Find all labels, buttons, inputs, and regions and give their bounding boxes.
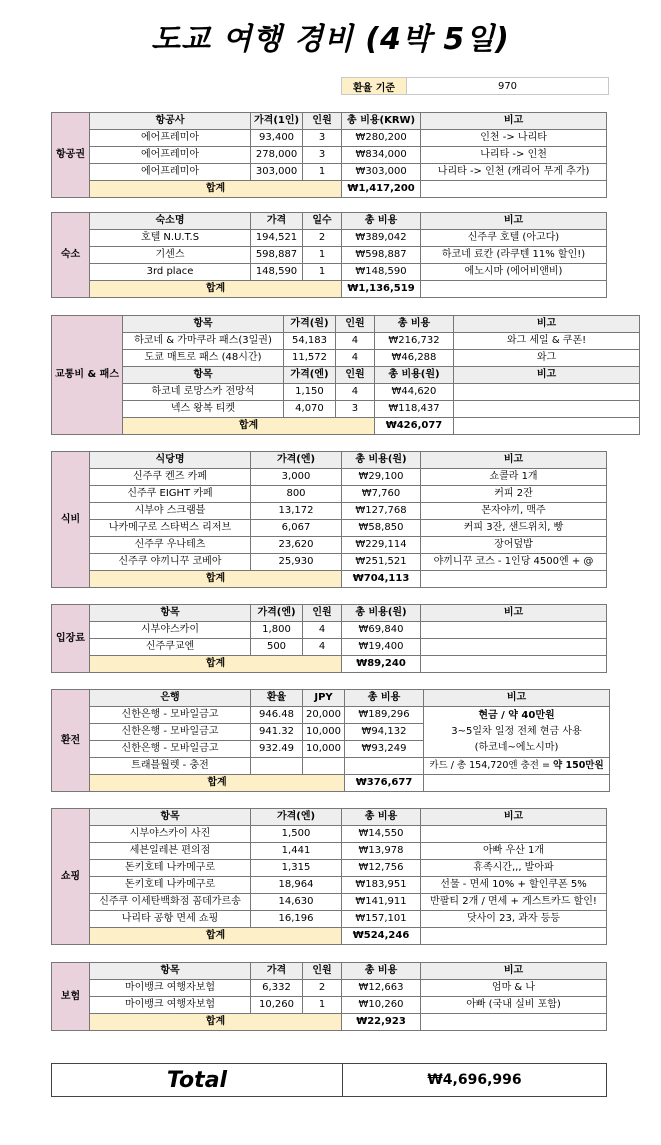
table-cell: 20,000 xyxy=(303,707,345,724)
table-cell: 10,260 xyxy=(251,997,303,1014)
table-cell: 신주쿠 EIGHT 카페 xyxy=(90,486,251,503)
column-header: 숙소명 xyxy=(90,213,251,230)
total-value: ₩22,923 xyxy=(342,1014,421,1031)
table-cell: 신주쿠 야끼니꾸 코베아 xyxy=(90,554,251,571)
table-cell: 에어프레미아 xyxy=(90,147,251,164)
table-cell: 기센스 xyxy=(90,247,251,264)
table-cell: 아빠 (국내 실비 포함) xyxy=(421,997,607,1014)
table-cell: 278,000 xyxy=(251,147,303,164)
table-cell: 돈키호테 나카메구로 xyxy=(90,860,251,877)
table-row xyxy=(52,997,607,1014)
table-cell: 1,441 xyxy=(251,843,342,860)
column-header: 가격(엔) xyxy=(251,605,303,622)
table-row xyxy=(52,860,607,877)
table-cell: 1,800 xyxy=(251,622,303,639)
table-cell: ₩157,101 xyxy=(342,911,421,928)
column-header: 항목 xyxy=(90,605,251,622)
table-cell: 14,630 xyxy=(251,894,342,911)
admission-table xyxy=(51,604,607,673)
table-row xyxy=(52,537,607,554)
accommodation-table xyxy=(51,212,607,298)
total-value: ₩426,077 xyxy=(374,418,453,435)
table-cell: 194,521 xyxy=(251,230,303,247)
table-cell: ₩12,663 xyxy=(342,980,421,997)
table-cell: 148,590 xyxy=(251,264,303,281)
table-cell: 303,000 xyxy=(251,164,303,181)
table-cell: 장어덮밥 xyxy=(421,537,607,554)
table-row xyxy=(52,230,607,247)
table-cell: 나카메구로 스타벅스 리저브 xyxy=(90,520,251,537)
table-cell: 54,183 xyxy=(283,333,335,350)
category-label: 항공권 xyxy=(52,113,90,198)
total-label: 합계 xyxy=(90,775,345,792)
table-row xyxy=(52,639,607,656)
table-cell: 3 xyxy=(303,147,342,164)
table-cell: ₩598,887 xyxy=(342,247,421,264)
table-cell: ₩94,132 xyxy=(345,724,424,741)
category-label: 숙소 xyxy=(52,213,90,298)
cash-note xyxy=(424,707,610,758)
table-cell: 6,067 xyxy=(251,520,342,537)
table-cell: ₩10,260 xyxy=(342,997,421,1014)
total-label: 합계 xyxy=(90,656,342,673)
table-cell: 93,400 xyxy=(251,130,303,147)
table-cell: 1,315 xyxy=(251,860,342,877)
table-cell: 커피 2잔 xyxy=(421,486,607,503)
table-cell: ₩19,400 xyxy=(342,639,421,656)
transport-table xyxy=(51,315,640,435)
table-row xyxy=(52,758,610,775)
table-cell: 나리타 -> 인천 (캐리어 무게 추가) xyxy=(421,164,607,181)
total-label: 합계 xyxy=(90,571,342,588)
table-cell xyxy=(453,384,639,401)
table-cell: 와그 xyxy=(453,350,639,367)
table-cell: 946.48 xyxy=(251,707,303,724)
shopping-table xyxy=(51,808,607,945)
table-cell: 시부야 스크램블 xyxy=(90,503,251,520)
exchange-table xyxy=(51,689,610,792)
table-cell: ₩216,732 xyxy=(374,333,453,350)
category-label: 쇼핑 xyxy=(52,809,90,945)
column-header: 총 비용 xyxy=(342,809,421,826)
table-cell: 4 xyxy=(303,622,342,639)
total-value: ₩376,677 xyxy=(345,775,424,792)
table-cell: 1 xyxy=(303,264,342,281)
table-cell: 신한은행 - 모바일금고 xyxy=(90,741,251,758)
table-cell: 16,196 xyxy=(251,911,342,928)
table-cell: 휴족시간,,, 발아파 xyxy=(421,860,607,877)
grand-total-box xyxy=(51,1063,607,1097)
category-label: 보험 xyxy=(52,963,90,1031)
table-cell: ₩834,000 xyxy=(342,147,421,164)
cash-note-line: 3~5일차 일정 전체 현금 사용 xyxy=(451,726,582,737)
total-label: 합계 xyxy=(90,281,342,298)
page-title: 도교 여행 경비 (4박 5일) xyxy=(151,22,510,57)
table-cell xyxy=(421,639,607,656)
column-header: 비고 xyxy=(421,605,607,622)
exchange-rate-value: 970 xyxy=(407,78,609,95)
table-row xyxy=(52,264,607,281)
table-cell: 2 xyxy=(303,980,342,997)
table-cell: ₩229,114 xyxy=(342,537,421,554)
column-header: 가격(원) xyxy=(283,316,335,333)
flight-table xyxy=(51,112,607,198)
table-cell: ₩69,840 xyxy=(342,622,421,639)
total-label: 합계 xyxy=(90,181,342,198)
column-header: 항목 xyxy=(122,316,283,333)
card-note xyxy=(424,758,610,775)
column-header: 비고 xyxy=(421,963,607,980)
table-row xyxy=(52,401,640,418)
table-cell: 4 xyxy=(335,384,374,401)
table-cell: 23,620 xyxy=(251,537,342,554)
table-cell: ₩189,296 xyxy=(345,707,424,724)
column-header: 항목 xyxy=(90,963,251,980)
column-header: 비고 xyxy=(421,113,607,130)
column-header: 가격(엔) xyxy=(283,367,335,384)
total-label: 합계 xyxy=(90,1014,342,1031)
table-row xyxy=(52,384,640,401)
table-cell: 하코네 료칸 (라쿠텐 11% 할인!) xyxy=(421,247,607,264)
table-cell: 에노시마 (에어비앤비) xyxy=(421,264,607,281)
column-header: 인원 xyxy=(303,605,342,622)
column-header: 총 비용 xyxy=(342,963,421,980)
table-cell: 호텔 N.U.T.S xyxy=(90,230,251,247)
table-row xyxy=(52,469,607,486)
total-value: ₩1,136,519 xyxy=(342,281,421,298)
total-label: 합계 xyxy=(90,928,342,945)
exchange-rate-label: 환율 기준 xyxy=(342,78,407,95)
table-cell: ₩127,768 xyxy=(342,503,421,520)
exchange-rate-table xyxy=(341,77,609,95)
total-value: ₩89,240 xyxy=(342,656,421,673)
table-cell: 야끼니꾸 코스 - 1인당 4500엔 + @ xyxy=(421,554,607,571)
total-row xyxy=(52,928,607,945)
column-header: 은행 xyxy=(90,690,251,707)
table-cell: 신주쿠 우나테츠 xyxy=(90,537,251,554)
table-cell: 선물 - 면세 10% + 할인쿠폰 5% xyxy=(421,877,607,894)
table-cell: ₩183,951 xyxy=(342,877,421,894)
table-cell: ₩29,100 xyxy=(342,469,421,486)
column-header: 가격 xyxy=(251,963,303,980)
table-cell: 나리타 공항 면세 쇼핑 xyxy=(90,911,251,928)
table-cell: 마이뱅크 여행자보험 xyxy=(90,980,251,997)
table-cell: 10,000 xyxy=(303,741,345,758)
total-row xyxy=(52,281,607,298)
column-header: 가격 xyxy=(251,213,303,230)
table-cell: ₩148,590 xyxy=(342,264,421,281)
column-header: 비고 xyxy=(421,809,607,826)
table-cell: ₩251,521 xyxy=(342,554,421,571)
column-header: 총 비용 xyxy=(345,690,424,707)
table-cell: 돈키호테 나카메구로 xyxy=(90,877,251,894)
table-row xyxy=(52,247,607,264)
table-cell: 1,150 xyxy=(283,384,335,401)
category-label: 교통비 & 패스 xyxy=(52,316,123,435)
column-header: 총 비용(원) xyxy=(374,367,453,384)
table-cell: 4 xyxy=(335,333,374,350)
total-row xyxy=(52,775,610,792)
table-cell: 4,070 xyxy=(283,401,335,418)
column-header: 비고 xyxy=(453,316,639,333)
table-row xyxy=(52,147,607,164)
table-row xyxy=(52,843,607,860)
table-cell: 신주쿠교엔 xyxy=(90,639,251,656)
cash-note-bold: 현금 / 약 40만원 xyxy=(478,710,555,721)
table-row xyxy=(52,707,610,724)
table-cell: 18,964 xyxy=(251,877,342,894)
table-row xyxy=(52,826,607,843)
column-header: 비고 xyxy=(421,452,607,469)
grand-total-value: ₩4,696,996 xyxy=(427,1072,522,1088)
table-cell: 트래블월렛 - 충전 xyxy=(90,758,251,775)
column-header: 식당명 xyxy=(90,452,251,469)
table-cell: 598,887 xyxy=(251,247,303,264)
table-cell: ₩303,000 xyxy=(342,164,421,181)
grand-total-label: Total xyxy=(52,1064,343,1096)
table-cell: 3rd place xyxy=(90,264,251,281)
table-row xyxy=(52,350,640,367)
table-cell: 2 xyxy=(303,230,342,247)
category-label: 입장료 xyxy=(52,605,90,673)
column-header: 인원 xyxy=(303,113,342,130)
table-cell: 커피 3잔, 샌드위치, 빵 xyxy=(421,520,607,537)
table-cell: 반팔티 2개 / 면세 + 게스트카드 할인! xyxy=(421,894,607,911)
table-cell: 3,000 xyxy=(251,469,342,486)
table-row xyxy=(52,130,607,147)
food-table xyxy=(51,451,607,588)
table-cell: 11,572 xyxy=(283,350,335,367)
table-cell: 800 xyxy=(251,486,342,503)
column-header: 비고 xyxy=(453,367,639,384)
table-row xyxy=(52,486,607,503)
table-cell: 하코네 로망스카 전망석 xyxy=(122,384,283,401)
table-cell: 하코네 & 가마쿠라 패스(3일권) xyxy=(122,333,283,350)
table-row xyxy=(52,503,607,520)
column-header: 총 비용 xyxy=(342,213,421,230)
table-cell xyxy=(453,401,639,418)
total-value: ₩524,246 xyxy=(342,928,421,945)
table-cell: ₩12,756 xyxy=(342,860,421,877)
table-row xyxy=(52,554,607,571)
table-cell: 에어프레미아 xyxy=(90,130,251,147)
table-cell: 인천 -> 나리타 xyxy=(421,130,607,147)
table-row xyxy=(52,894,607,911)
table-cell: 와그 세일 & 쿠폰! xyxy=(453,333,639,350)
table-cell: ₩13,978 xyxy=(342,843,421,860)
column-header: 인원 xyxy=(335,367,374,384)
table-cell: 쇼콜라 1개 xyxy=(421,469,607,486)
total-row xyxy=(52,1014,607,1031)
table-row xyxy=(52,877,607,894)
column-header: 총 비용(원) xyxy=(342,452,421,469)
table-cell: 13,172 xyxy=(251,503,342,520)
table-cell: 아빠 우산 1개 xyxy=(421,843,607,860)
column-header: 총 비용 xyxy=(374,316,453,333)
table-cell: 넥스 왕복 티켓 xyxy=(122,401,283,418)
column-header: 가격(엔) xyxy=(251,452,342,469)
table-cell: 마이뱅크 여행자보험 xyxy=(90,997,251,1014)
table-cell: 도쿄 매트로 패스 (48시간) xyxy=(122,350,283,367)
column-header: JPY xyxy=(303,690,345,707)
column-header: 총 비용(KRW) xyxy=(342,113,421,130)
column-header: 가격(1인) xyxy=(251,113,303,130)
table-cell: 1 xyxy=(303,164,342,181)
table-cell: ₩44,620 xyxy=(374,384,453,401)
table-cell: 10,000 xyxy=(303,724,345,741)
column-header: 항공사 xyxy=(90,113,251,130)
table-row xyxy=(52,980,607,997)
table-cell: 500 xyxy=(251,639,303,656)
table-cell: ₩93,249 xyxy=(345,741,424,758)
table-cell xyxy=(421,622,607,639)
table-cell: 25,930 xyxy=(251,554,342,571)
table-cell: 세븐일레븐 편의점 xyxy=(90,843,251,860)
table-cell: 신한은행 - 모바일금고 xyxy=(90,724,251,741)
column-header: 항목 xyxy=(90,809,251,826)
table-cell: 4 xyxy=(335,350,374,367)
table-cell: 932.49 xyxy=(251,741,303,758)
table-cell: 1 xyxy=(303,247,342,264)
table-cell: ₩389,042 xyxy=(342,230,421,247)
table-cell: 신주쿠 켄즈 카페 xyxy=(90,469,251,486)
table-cell: 3 xyxy=(335,401,374,418)
column-header: 비고 xyxy=(421,213,607,230)
table-cell: 신주쿠 이세탄백화점 꼼데가르송 xyxy=(90,894,251,911)
total-value: ₩704,113 xyxy=(342,571,421,588)
cash-note-line: (하코네~에노시마) xyxy=(474,742,559,753)
table-row xyxy=(52,520,607,537)
table-row xyxy=(52,911,607,928)
table-row xyxy=(52,164,607,181)
table-cell: 나리타 -> 인천 xyxy=(421,147,607,164)
column-header: 일수 xyxy=(303,213,342,230)
table-cell: 6,332 xyxy=(251,980,303,997)
table-cell: 시부야스카이 사진 xyxy=(90,826,251,843)
table-cell: ₩14,550 xyxy=(342,826,421,843)
total-value: ₩1,417,200 xyxy=(342,181,421,198)
total-row xyxy=(52,656,607,673)
table-row xyxy=(52,622,607,639)
insurance-table xyxy=(51,962,607,1031)
card-note-bold: 약 150만원 xyxy=(552,760,604,771)
table-cell: ₩280,200 xyxy=(342,130,421,147)
table-cell: 엄마 & 나 xyxy=(421,980,607,997)
table-cell: ₩141,911 xyxy=(342,894,421,911)
total-label: 합계 xyxy=(122,418,374,435)
table-cell xyxy=(421,826,607,843)
table-cell: ₩7,760 xyxy=(342,486,421,503)
table-cell: ₩118,437 xyxy=(374,401,453,418)
column-header: 총 비용(원) xyxy=(342,605,421,622)
column-header: 항목 xyxy=(122,367,283,384)
table-cell: 신한은행 - 모바일금고 xyxy=(90,707,251,724)
category-label: 식비 xyxy=(52,452,90,588)
column-header: 인원 xyxy=(335,316,374,333)
column-header: 환율 xyxy=(251,690,303,707)
table-cell: 4 xyxy=(303,639,342,656)
category-label: 환전 xyxy=(52,690,90,792)
total-row xyxy=(52,418,640,435)
table-cell: 1 xyxy=(303,997,342,1014)
table-cell: 1,500 xyxy=(251,826,342,843)
table-cell: 몬자야끼, 맥주 xyxy=(421,503,607,520)
card-note-text: 카드 / 총 154,720엔 충전 = xyxy=(429,760,553,771)
table-cell: 신주쿠 호텔 (아고다) xyxy=(421,230,607,247)
column-header: 비고 xyxy=(424,690,610,707)
table-cell: 시부야스카이 xyxy=(90,622,251,639)
table-row xyxy=(52,333,640,350)
table-cell: 941.32 xyxy=(251,724,303,741)
total-row xyxy=(52,571,607,588)
table-cell: ₩58,850 xyxy=(342,520,421,537)
column-header: 가격(엔) xyxy=(251,809,342,826)
table-cell: ₩46,288 xyxy=(374,350,453,367)
table-cell: 3 xyxy=(303,130,342,147)
table-cell: 닷사이 23, 과자 등등 xyxy=(421,911,607,928)
table-cell: 에어프레미아 xyxy=(90,164,251,181)
total-row xyxy=(52,181,607,198)
column-header: 인원 xyxy=(303,963,342,980)
